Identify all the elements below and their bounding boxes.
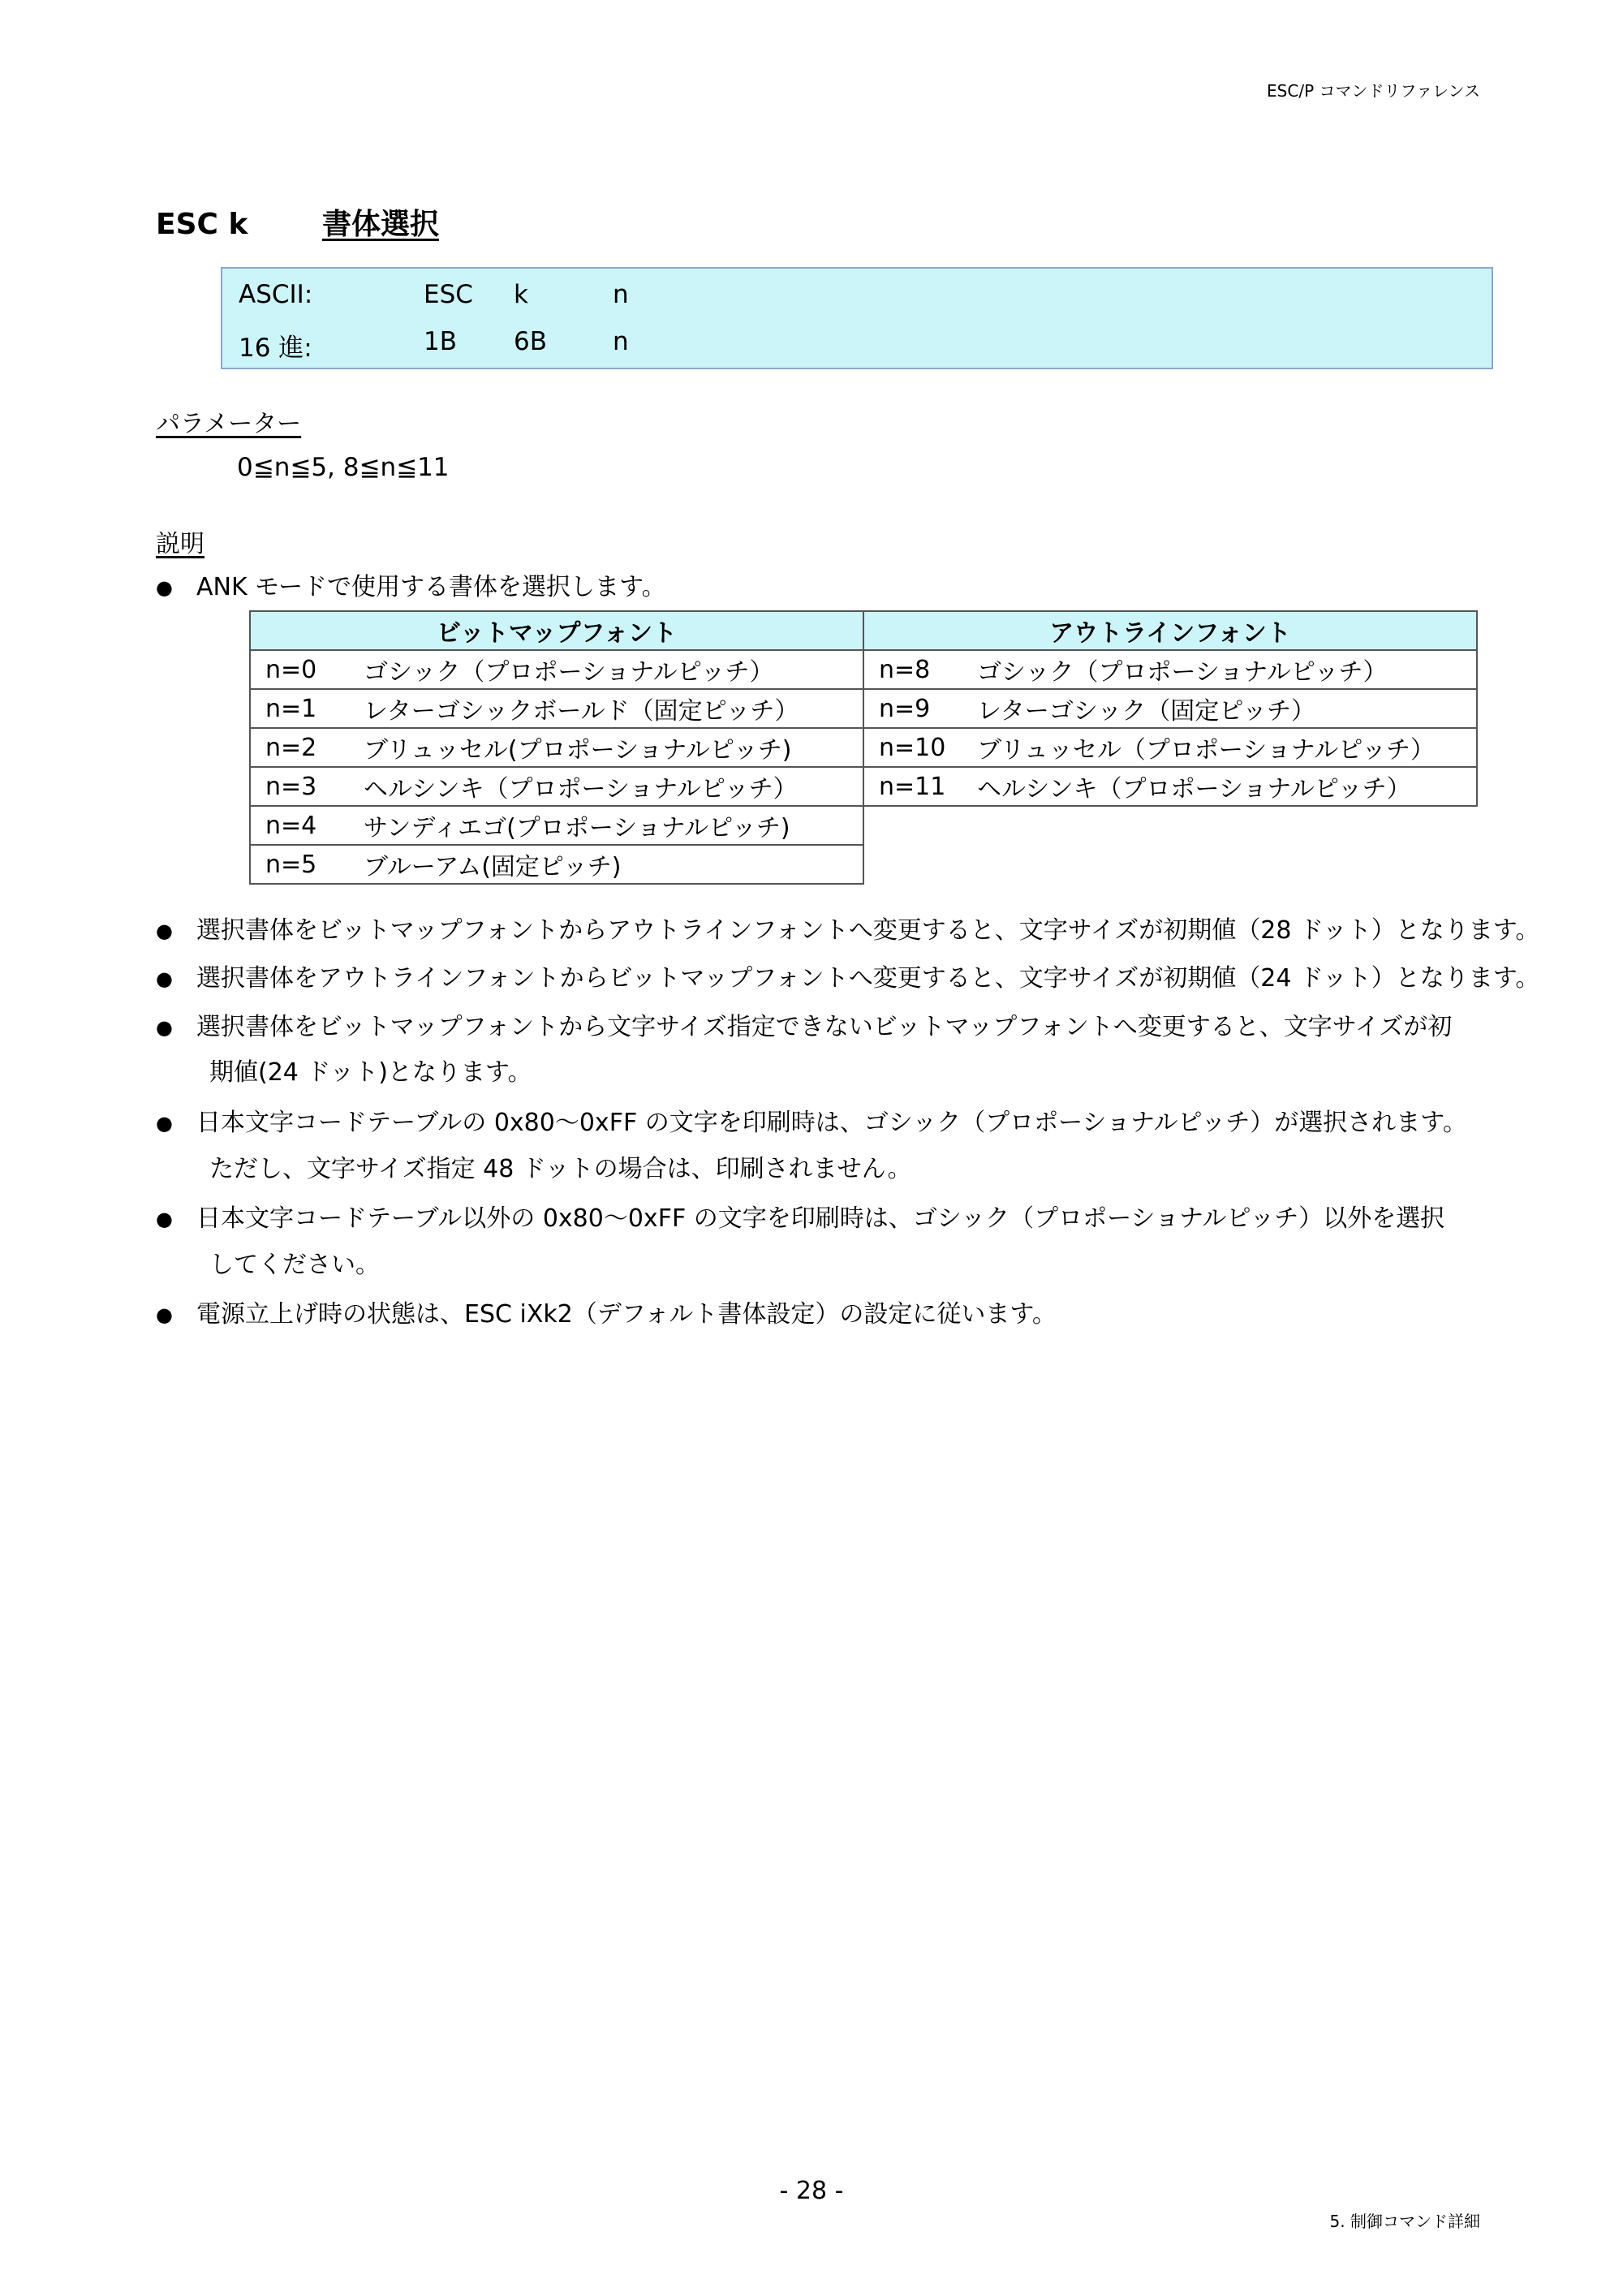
table-header-bitmap: ビットマップフォント	[250, 611, 863, 650]
command-description: 書体選択	[322, 208, 440, 241]
bullet-text-continued: してください。	[209, 1251, 380, 1279]
parameters-heading: パラメーター	[156, 410, 302, 438]
bullet-dot-icon: ●	[156, 920, 173, 942]
bullet-text-continued: 期値(24 ドット)となります。	[209, 1058, 532, 1087]
table-header-row	[250, 611, 1477, 650]
bullet-dot-icon: ●	[156, 1208, 173, 1230]
syntax-code: 6B	[514, 327, 547, 356]
table-cell-n: n=1	[250, 689, 364, 728]
table-cell-n: n=0	[250, 650, 364, 689]
bullet-text-continued: ただし、文字サイズ指定 48 ドットの場合は、印刷されません。	[209, 1155, 912, 1183]
table-row	[250, 845, 1477, 884]
table-row	[250, 689, 1477, 728]
bullet-text: 選択書体をビットマップフォントから文字サイズ指定できないビットマップフォントへ変更すると、文字サイズが初	[196, 1013, 1453, 1041]
table-cell-empty	[863, 845, 1477, 884]
syntax-label: ASCII:	[239, 280, 313, 309]
table-cell-empty	[863, 806, 1477, 845]
syntax-code: 1B	[424, 327, 457, 356]
table-cell-name: ブリュッセル（プロポーショナルピッチ）	[977, 728, 1477, 767]
table-cell-name: ブルーアム(固定ピッチ)	[364, 845, 863, 884]
bullet-dot-icon: ●	[156, 1112, 173, 1135]
table-cell-name: レターゴシック（固定ピッチ）	[977, 689, 1477, 728]
bullet-dot-icon: ●	[156, 1016, 173, 1039]
syntax-box	[221, 267, 1493, 369]
command-title	[156, 201, 439, 243]
table-cell-name: レターゴシックボールド（固定ピッチ）	[364, 689, 863, 728]
syntax-label: 16 進:	[239, 334, 312, 363]
description-heading: 説明	[156, 530, 204, 558]
syntax-code: n	[613, 327, 629, 356]
table-cell-n: n=9	[863, 689, 977, 728]
bullet-dot-icon: ●	[156, 1303, 173, 1326]
command-name: ESC k	[156, 208, 248, 241]
table-row	[250, 806, 1477, 845]
bullet-text: 電源立上げ時の状態は、ESC iXk2（デフォルト書体設定）の設定に従います。	[196, 1300, 1057, 1329]
table-cell-name: サンディエゴ(プロポーショナルピッチ)	[364, 806, 863, 845]
table-row	[250, 767, 1477, 806]
table-header-outline: アウトラインフォント	[863, 611, 1477, 650]
table-row	[250, 650, 1477, 689]
table-cell-name: ゴシック（プロポーショナルピッチ）	[364, 650, 863, 689]
footer-chapter: 5. 制御コマンド詳細	[1329, 2212, 1480, 2231]
table-cell-n: n=8	[863, 650, 977, 689]
page-number: - 28 -	[779, 2177, 844, 2205]
bullet-text: 選択書体をアウトラインフォントからビットマップフォントへ変更すると、文字サイズが初期値（24 ドット）となります。	[196, 964, 1540, 993]
table-cell-n: n=11	[863, 767, 977, 806]
bullet-text: 日本文字コードテーブルの 0x80～0xFF の文字を印刷時は、ゴシック（プロポーショナルピッチ）が選択されます。	[196, 1109, 1467, 1137]
header-doc-ref: ESC/P コマンドリファレンス	[1267, 81, 1480, 101]
table-cell-n: n=4	[250, 806, 364, 845]
syntax-code: k	[514, 280, 528, 309]
syntax-code: n	[613, 280, 629, 309]
table-cell-name: ブリュッセル(プロポーショナルピッチ)	[364, 728, 863, 767]
bullet-dot-icon: ●	[156, 576, 173, 599]
table-cell-name: ゴシック（プロポーショナルピッチ）	[977, 650, 1477, 689]
bullet-dot-icon: ●	[156, 967, 173, 990]
bullet-text: ANK モードで使用する書体を選択します。	[196, 573, 666, 601]
parameter-range: 0≦n≦5, 8≦n≦11	[237, 453, 450, 482]
table-cell-name: ヘルシンキ（プロポーショナルピッチ）	[977, 767, 1477, 806]
bullet-text: 選択書体をビットマップフォントからアウトラインフォントへ変更すると、文字サイズが初期値（28 ドット）となります。	[196, 916, 1540, 945]
table-cell-name: ヘルシンキ（プロポーショナルピッチ）	[364, 767, 863, 806]
syntax-code: ESC	[424, 280, 473, 309]
table-cell-n: n=5	[250, 845, 364, 884]
table-row	[250, 728, 1477, 767]
bullet-text: 日本文字コードテーブル以外の 0x80～0xFF の文字を印刷時は、ゴシック（プロポーショナルピッチ）以外を選択	[196, 1204, 1445, 1233]
table-cell-n: n=3	[250, 767, 364, 806]
font-table	[249, 610, 1478, 885]
table-cell-n: n=10	[863, 728, 977, 767]
table-cell-n: n=2	[250, 728, 364, 767]
